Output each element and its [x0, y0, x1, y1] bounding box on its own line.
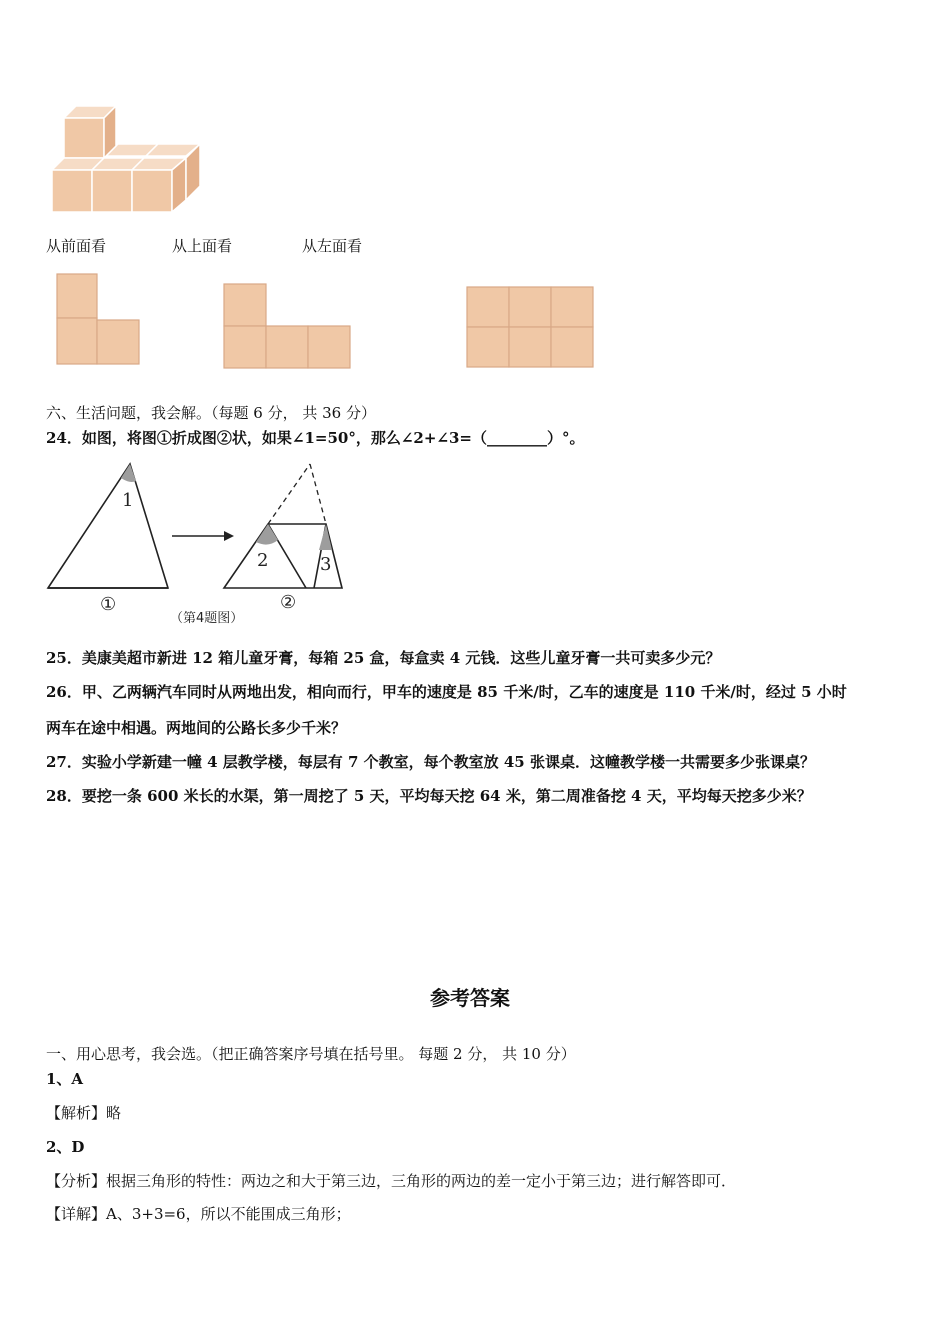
fold-triangle-figure: [44, 458, 354, 628]
view-square: [97, 320, 139, 364]
figure-caption: （第4题图）: [170, 611, 244, 626]
question-26-line-1: 26．甲、乙两辆汽车同时从两地出发，相向而行，甲车的速度是 85 千米/时，乙车的速度是 110 千米/时，经过 5 小时: [46, 683, 847, 701]
view-square: [509, 327, 551, 367]
answer-2: 2、D: [46, 1138, 85, 1156]
front-view-label: 从前面看: [46, 237, 107, 255]
cube-front-face: [132, 170, 172, 212]
angle-2-label: 2: [257, 550, 269, 571]
question-24: 24．如图，将图①折成图②状，如果∠1=50°，那么∠2+∠3=（________）°。: [46, 429, 585, 447]
view-option-2: [222, 282, 354, 370]
cube-front-face: [52, 170, 92, 212]
answer-2-analysis: 【分析】根据三角形的特性：两边之和大于第三边，三角形的两边的差一定小于第三边；进行解答即可．: [46, 1172, 737, 1190]
view-square: [224, 284, 266, 326]
top-view-label: 从上面看: [172, 237, 233, 255]
left-view-label: 从左面看: [302, 237, 363, 255]
question-27: 27．实验小学新建一幢 4 层教学楼，每层有 7 个教室，每个教室放 45 张课桌．这幢教学楼一共需要多少张课桌？: [46, 753, 815, 771]
view-square: [467, 327, 509, 367]
dashed-fold-left: [268, 464, 310, 524]
cube-front-face: [92, 170, 132, 212]
section-6-heading: 六、生活问题，我会解。（每题 6 分， 共 36 分）: [46, 404, 376, 422]
arrow-head-icon: [224, 531, 234, 541]
figure-2-number: ②: [280, 592, 297, 613]
view-square: [224, 326, 266, 368]
view-square: [509, 287, 551, 327]
view-square: [57, 274, 97, 318]
view-square: [551, 327, 593, 367]
view-option-3: [465, 285, 595, 369]
angle-3-label: 3: [320, 554, 332, 575]
view-square: [551, 287, 593, 327]
cube-front-face: [64, 118, 104, 158]
cube-solid-figure: [48, 104, 208, 216]
question-26-line-2: 两车在途中相遇。两地间的公路长多少千米？: [46, 719, 347, 737]
answer-1: 1、A: [46, 1070, 84, 1088]
angle-1-label: 1: [122, 490, 134, 511]
view-square: [308, 326, 350, 368]
question-28: 28．要挖一条 600 米长的水渠，第一周挖了 5 天，平均每天挖 64 米，第二周准备挖 4 天，平均每天挖多少米？: [46, 787, 812, 805]
question-25: 25．美康美超市新进 12 箱儿童牙膏，每箱 25 盒，每盒卖 4 元钱．这些儿童牙膏一共可卖多少元？: [46, 649, 721, 667]
view-square: [266, 326, 308, 368]
triangle-1: [48, 464, 168, 588]
view-square: [57, 318, 97, 364]
answers-section-1-heading: 一、用心思考，我会选。（把正确答案序号填在括号里。 每题 2 分， 共 10 分）: [46, 1045, 576, 1063]
answers-title: 参考答案: [430, 986, 510, 1010]
dashed-fold-right: [310, 464, 326, 524]
view-square: [467, 287, 509, 327]
view-option-1: [55, 272, 143, 368]
figure-1-number: ①: [100, 594, 117, 615]
answer-1-analysis: 【解析】略: [46, 1104, 122, 1122]
answer-2-detail: 【详解】A、3+3=6，所以不能围成三角形；: [46, 1205, 351, 1223]
